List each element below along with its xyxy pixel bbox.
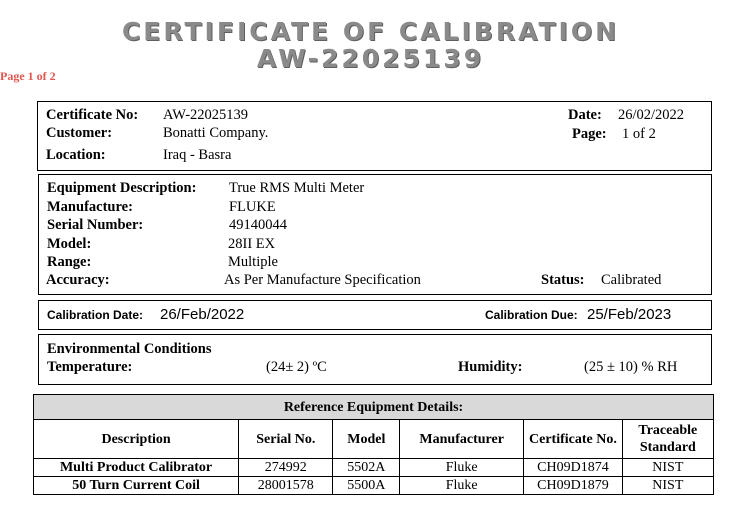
status-label: Status: <box>541 272 585 288</box>
page-label: Page: <box>572 126 607 142</box>
temperature-label: Temperature: <box>47 359 133 375</box>
cell-serial: 274992 <box>239 459 333 477</box>
customer-label: Customer: <box>46 125 113 141</box>
page-marker: Page 1 of 2 <box>0 69 56 83</box>
manufacture-label: Manufacture: <box>47 199 133 215</box>
range-label: Range: <box>47 254 92 270</box>
date-value: 26/02/2022 <box>618 107 685 123</box>
location-value: Iraq - Basra <box>163 147 232 163</box>
column-header-certificate: Certificate No. <box>524 420 622 459</box>
certificate-number-title: AW-22025139 <box>256 44 485 73</box>
cell-manufacturer: Fluke <box>400 477 524 495</box>
serial-number-label: Serial Number: <box>47 217 144 233</box>
model-label: Model: <box>47 236 92 252</box>
certificate-value: AW-22025139 <box>163 107 249 123</box>
cell-traceable: NIST <box>622 477 713 495</box>
column-header-description: Description <box>34 420 239 459</box>
date-label: Date: <box>568 107 602 123</box>
reference-equipment-table <box>33 394 714 495</box>
humidity-value: (25 ± 10) % RH <box>584 359 678 375</box>
manufacture-value: FLUKE <box>229 199 276 215</box>
humidity-label: Humidity: <box>458 359 523 375</box>
calibration-due-value: 25/Feb/2023 <box>587 306 672 323</box>
cell-manufacturer: Fluke <box>400 459 524 477</box>
temperature-value: (24± 2) ºC <box>266 359 327 375</box>
table-header-row <box>34 420 714 459</box>
status-value: Calibrated <box>601 272 662 288</box>
cell-certificate: CH09D1879 <box>524 477 622 495</box>
serial-number-value: 49140044 <box>229 217 287 233</box>
equipment-description-label: Equipment Description: <box>47 180 197 196</box>
cell-description: 50 Turn Current Coil <box>34 477 239 495</box>
column-header-model: Model <box>333 420 400 459</box>
table-caption: Reference Equipment Details: <box>34 395 714 420</box>
column-header-serial: Serial No. <box>239 420 333 459</box>
page-value: 1 of 2 <box>622 126 656 142</box>
equipment-description-value: True RMS Multi Meter <box>229 180 365 196</box>
model-value: 28II EX <box>228 236 276 252</box>
table-row <box>34 477 714 495</box>
cell-traceable: NIST <box>622 459 713 477</box>
customer-value: Bonatti Company. <box>163 125 269 141</box>
table-caption-row <box>34 395 714 420</box>
range-value: Multiple <box>228 254 278 270</box>
column-header-manufacturer: Manufacturer <box>400 420 524 459</box>
header-box <box>37 101 712 171</box>
calibration-date-label: Calibration Date: <box>47 308 144 322</box>
calibration-date-value: 26/Feb/2022 <box>160 306 245 323</box>
cell-serial: 28001578 <box>239 477 333 495</box>
table-row <box>34 459 714 477</box>
cell-model: 5502A <box>333 459 400 477</box>
accuracy-label: Accuracy: <box>46 272 110 288</box>
cell-model: 5500A <box>333 477 400 495</box>
accuracy-value: As Per Manufacture Specification <box>224 272 421 288</box>
environment-heading: Environmental Conditions <box>47 341 212 357</box>
location-label: Location: <box>46 147 106 163</box>
certificate-title: CERTIFICATE OF CALIBRATION <box>121 17 620 46</box>
calibration-due-label: Calibration Due: <box>485 308 578 322</box>
certificate-label: Certificate No: <box>46 107 139 123</box>
cell-description: Multi Product Calibrator <box>34 459 239 477</box>
column-header-traceable: Traceable Standard <box>622 420 713 459</box>
cell-certificate: CH09D1874 <box>524 459 622 477</box>
